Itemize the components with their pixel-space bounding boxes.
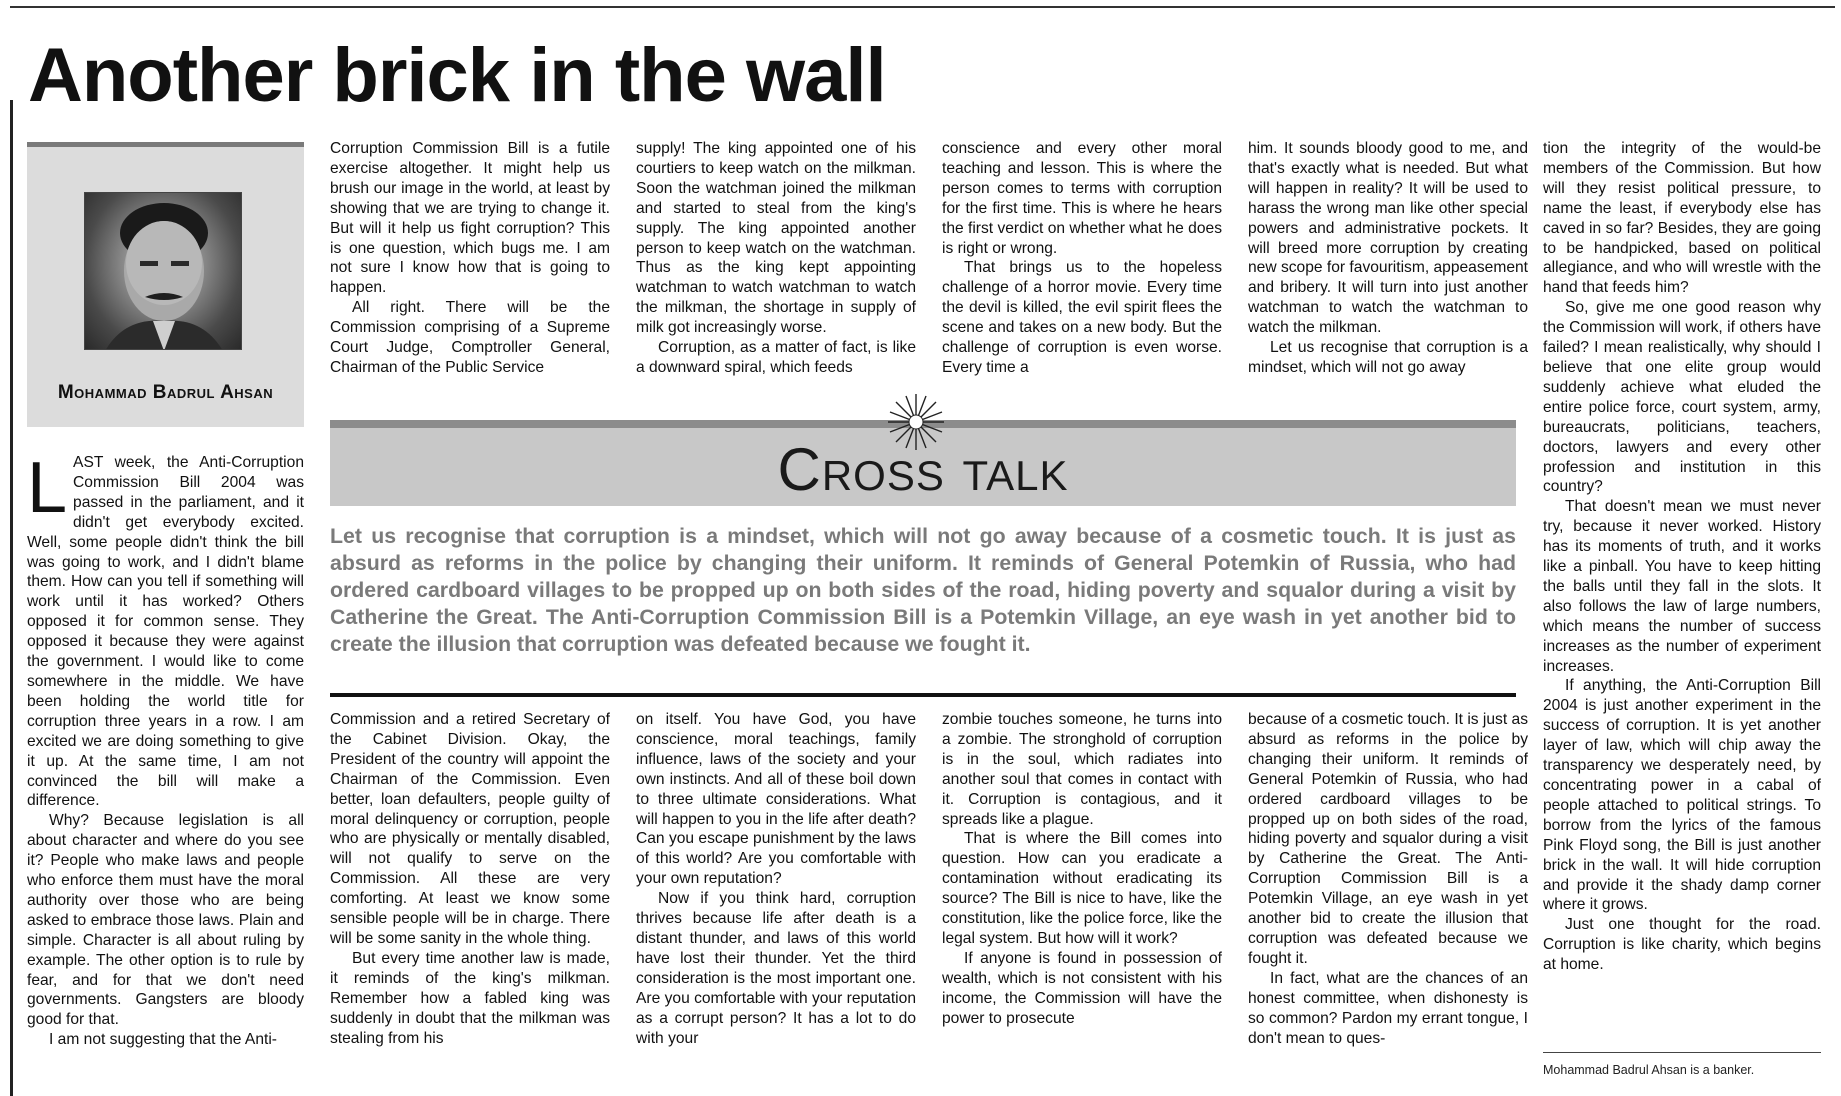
col3-top-paragraph-2: Corruption, as a matter of fact, is like a downward spiral, which feeds xyxy=(636,339,916,376)
col6-paragraph-3: That doesn't mean we must never try, because it never worked. History has its moments of truth, and it works like a pinball. You have to keep hitting the balls until they fall in the slots. It also follows the law of large numbers, which means the number of success increases as the number of experiment increases. xyxy=(1543,498,1821,675)
drop-cap: L xyxy=(27,448,68,528)
column-2-bottom xyxy=(330,710,610,1048)
col5-top-paragraph-1: him. It sounds bloody good to me, and that's exactly what is needed. But what will happen in reality? It will be used to harass the wrong man like other special powers and administrative pockets. It will breed more corruption by creating new scope for favouritism, appeasement and bribery. It will turn into just another watchman to watch the watchman to watch the milkman. xyxy=(1248,140,1528,337)
col5-bottom-paragraph-1: because of a cosmetic touch. It is just as absurd as reforms in the police by changing their uniform. It reminds of General Potemkin of Russia, who had ordered cardboard villages to be propped up on both sides of the road, hiding poverty and squalor during a visit by Catherine the Great. The Anti-Corruption Commission Bill is a Potemkin Village, an eye wash in yet another bid to create the illusion that corruption was defeated because we fought it. xyxy=(1248,711,1528,967)
column-title: Cross talk xyxy=(777,436,1069,503)
column-5-top xyxy=(1248,139,1528,378)
col4-top-paragraph-2: That brings us to the hopeless challenge of a horror movie. Every time the devil is killed, the evil spirit flees the scene and takes on a new body. But the challenge of corruption is even worse. Every time a xyxy=(942,259,1222,376)
col3-top-paragraph-1: supply! The king appointed one of his courtiers to keep watch on the milkman. Soon the watchman joined the milkman and started to steal from the king's supply. The king appointed another person to keep watch on the watchman. Thus as the king kept appointing watchman to watch watchman to watch the milkman, the shortage in supply of milk got increasingly worse. xyxy=(636,140,916,337)
headline: Another brick in the wall xyxy=(28,33,886,118)
col4-bottom-paragraph-1: zombie touches someone, he turns into a zombie. The stronghold of corruption is in the soul, which radiates into another soul that comes in contact with it. Corruption is contagious, and it spreads like a plague. xyxy=(942,711,1222,828)
col2-bottom-paragraph-2: But every time another law is made, it reminds of the king's milkman. Remember how a fabled king was suddenly in doubt that the milkman was stealing from his xyxy=(330,949,610,1047)
col3-bottom-paragraph-2: Now if you think hard, corruption thrives because life after death is a distant thunder, and laws of this world have lost their thunder. Yet the third consideration is the most important one. Are you comfortable with your reputation as a corrupt person? It has a lot to do with your xyxy=(636,890,916,1047)
col1-paragraph-3: I am not suggesting that the Anti- xyxy=(49,1031,277,1049)
column-5-bottom xyxy=(1248,710,1528,1048)
col6-paragraph-5: Just one thought for the road. Corruption is like charity, which begins at home. xyxy=(1543,916,1821,974)
col4-bottom-paragraph-2: That is where the Bill comes into question. How can you eradicate a contamination without eradicating its source? The Bill is nice to have, like the constitution, like the police force, like the legal system. But how will it work? xyxy=(942,830,1222,947)
col4-top-paragraph-1: conscience and every other moral teaching and lesson. This is where the person comes to terms with corruption for the first time. This is where he hears the first verdict on whether what he does is right or wrong. xyxy=(942,140,1222,257)
pull-quote: Let us recognise that corruption is a mindset, which will not go away because of a cosmetic touch. It is just as absurd as reforms in the police by changing their uniform. It reminds of General Potemkin of Russia, who had ordered cardboard villages to be propped up on both sides of the road, hiding poverty and squalor during a visit by Catherine the Great. The Anti-Corruption Commission Bill is a Potemkin Village, an eye wash in yet another bid to create the illusion that corruption was defeated because we fought it. xyxy=(330,524,1516,656)
col5-top-paragraph-2: Let us recognise that corruption is a mindset, which will not go away xyxy=(1248,339,1528,376)
col6-paragraph-1: tion the integrity of the would-be members of the Commission. But how will they resist political pressure, to name the least, if everybody else has caved in so far? Besides, they are going to be handpicked, based on political allegiance, and who will wrestle with the hand that feeds him? xyxy=(1543,140,1821,297)
column-3-bottom xyxy=(636,710,916,1048)
section-divider xyxy=(330,693,1516,697)
column-6 xyxy=(1543,139,1821,975)
author-name: Mohammad Badrul Ahsan xyxy=(57,382,274,403)
author-box xyxy=(27,142,304,427)
col3-bottom-paragraph-1: on itself. You have God, you have conscience, moral teachings, family influence, laws of the society and your own instincts. And all of these boil down to three ultimate considerations. What will happen to you in the life after death? Can you escape punishment by the laws of this world? Are you comfortable with your own reputation? xyxy=(636,711,916,888)
col2-bottom-paragraph-1: Commission and a retired Secretary of the Cabinet Division. Okay, the President of the country will appoint the Chairman of the Commission. Even better, loan defaulters, people guilty of moral delinquency or corruption, people who are physically or mentally disabled, will not qualify to serve on the Commission. All these are very comforting. At least we know some sensible people will be in charge. There will be some sanity in the whole thing. xyxy=(330,711,610,947)
col6-paragraph-4: If anything, the Anti-Corruption Bill 2004 is just another experiment in the success of corruption. It is yet another layer of law, which will chip away the transparency we desperately need, by concentrating power in a cabal of people attached to political strings. To borrow from the lyrics of the famous Pink Floyd song, the Bill is just another brick in the wall. It will hide corruption and provide it the shady damp corner where it grows. xyxy=(1543,677,1821,914)
col6-paragraph-2: So, give me one good reason why the Commission will work, if others have failed? I mean realistically, why should I believe that one elite group would suddenly achieve what eluded the entire police force, court system, army, bureaucrats, politicians, teachers, doctors, lawyers and every other profession and institution in this country? xyxy=(1543,299,1821,496)
col1-paragraph-1: AST week, the Anti-Corruption Commission Bill 2004 was passed in the parliament, and it didn't get everybody excited. Well, some people didn't think the bill was going to work, and I didn't blame them. How can you tell if something will work until it has worked? Others opposed it for common sense. They opposed it because they were against the government. I would like to come somewhere in the middle. We have been holding the world title for corruption three years in a row. I am excited we are doing something to give it up. At the same time, I am not convinced the bill will make a difference. xyxy=(27,454,304,810)
column-1 xyxy=(27,448,304,1050)
col1-paragraph-2: Why? Because legislation is all about character and where do you see it? People who make laws and people who enforce them must have the moral authority over those who are being asked to embrace those laws. Plain and simple. Character is all about ruling by example. The other option is to rule by fear, and for that we don't need governments. Gangsters are bloody good for that. xyxy=(27,812,304,1029)
author-photo xyxy=(84,192,242,350)
col4-bottom-paragraph-3: If anyone is found in possession of wealth, which is not consistent with his income, the Commission will have the power to prosecute xyxy=(942,949,1222,1027)
author-byline: Mohammad Badrul Ahsan is a banker. xyxy=(1543,1063,1755,1077)
column-4-top xyxy=(942,139,1222,378)
top-rule xyxy=(10,6,1835,8)
column-4-bottom xyxy=(942,710,1222,1029)
left-margin-rule xyxy=(10,100,13,1096)
byline-rule xyxy=(1543,1052,1821,1053)
col5-bottom-paragraph-2: In fact, what are the chances of an honest committee, when dishonesty is so common? Pardon my errant tongue, I don't mean to ques- xyxy=(1248,969,1528,1047)
col2-top-paragraph-2: All right. There will be the Commission comprising of a Supreme Court Judge, Comptroller General, Chairman of the Public Service xyxy=(330,299,610,376)
column-3-top xyxy=(636,139,916,378)
col2-top-paragraph-1: Corruption Commission Bill is a futile exercise altogether. It might help us brush our image in the world, at least by showing that we are trying to change it. But will it help us fight corruption? This is one question, which bugs me. I am not sure I know how that is going to happen. xyxy=(330,140,610,297)
column-2-top xyxy=(330,139,610,378)
